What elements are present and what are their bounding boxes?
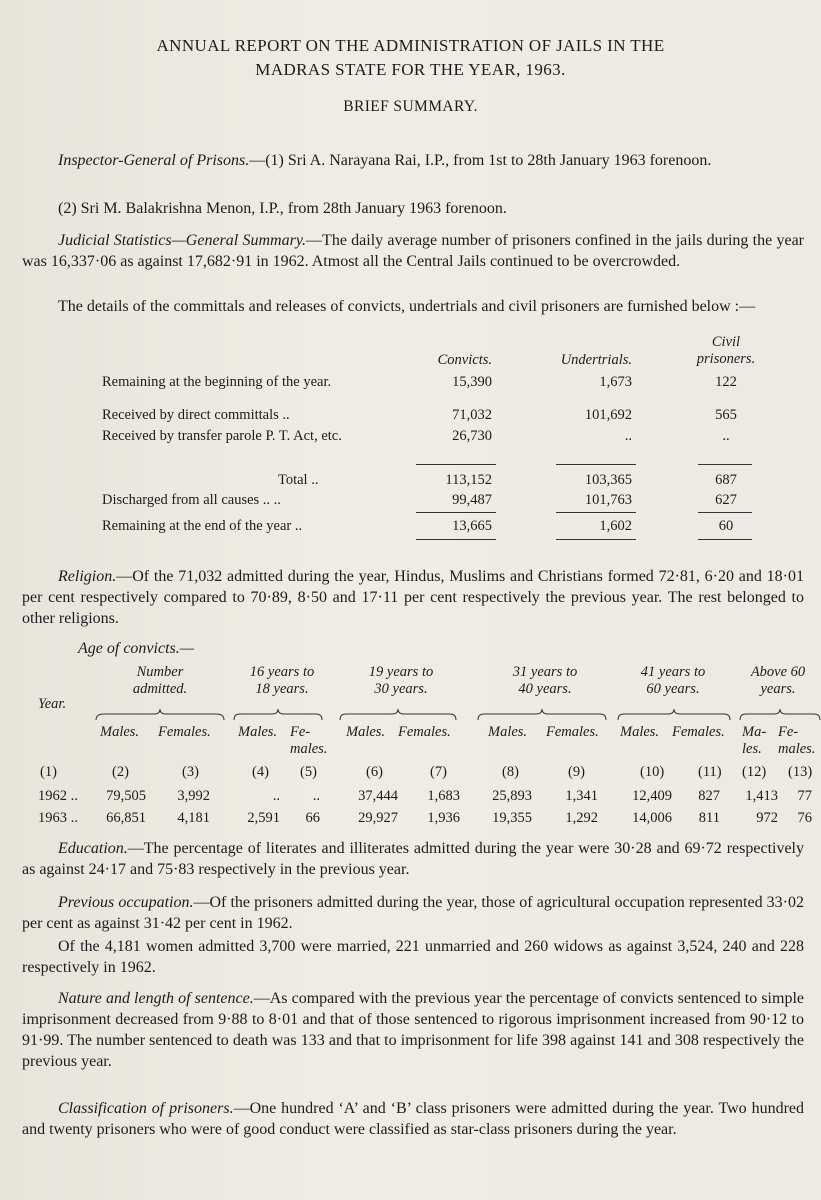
- age-1962-c3: 3,992: [177, 788, 210, 804]
- colnum-10: (10): [640, 764, 665, 780]
- subhead-males-6: Males.: [346, 724, 386, 740]
- subhead-females-13: Fe-males.: [778, 724, 816, 757]
- cell-convicts-5: 13,665: [452, 518, 492, 534]
- cell-undertrials-2: ..: [624, 428, 632, 444]
- brace-19-30: [340, 709, 456, 720]
- colnum-4: (4): [252, 764, 269, 780]
- cell-convicts-2: 26,730: [452, 428, 492, 444]
- age-1962-c7: 1,683: [427, 788, 460, 804]
- age-1963-c11: 811: [698, 810, 720, 826]
- age-1963-c7: 1,936: [427, 810, 460, 826]
- sentence-text: —As compared with the previous year the percentage of convicts sentenced to simple imprisonment decreased from 9·88 to 8·01 and that of those sentenced to rigorous imprisonment increased from 90·12 to 91·99. The number sentenced to death was 133 and that to imprisonment for life 398 against 141 and 308 respectively the previous year.: [22, 990, 804, 1070]
- colnum-7: (7): [430, 764, 447, 780]
- age-row-1963-year: 1963 ..: [38, 810, 78, 826]
- age-1963-c5: 66: [305, 810, 320, 826]
- details-text: The details of the committals and releases of convicts, undertrials and civil prisoners are furnished below :—: [58, 298, 756, 315]
- colnum-6: (6): [366, 764, 383, 780]
- details-paragraph: [22, 296, 804, 317]
- cell-undertrials-0: 1,673: [599, 374, 632, 390]
- group-above-60: Above 60 years.: [750, 664, 806, 697]
- education-paragraph: [22, 838, 804, 880]
- group-16-18: 16 years to 18 years.: [249, 664, 315, 697]
- sentence-paragraph: [22, 988, 804, 1072]
- group-41-60: 41 years to 60 years.: [640, 664, 706, 697]
- row-label-remaining-end: Remaining at the end of the year ..: [102, 518, 303, 534]
- subhead-males-2: Males.: [100, 724, 140, 740]
- ig-text-1: —(1) Sri A. Narayana Rai, I.P., from 1st to 28th January 1963 forenoon.: [249, 152, 712, 169]
- bottom-rule-civil: [698, 539, 752, 540]
- age-1963-c6: 29,927: [358, 810, 398, 826]
- end-rule-civil: [698, 512, 752, 513]
- cell-convicts-4: 99,487: [452, 492, 492, 508]
- group-number-admitted: Number admitted.: [132, 664, 188, 697]
- subhead-females-11: Females.: [672, 724, 725, 740]
- age-1963-c10: 14,006: [632, 810, 672, 826]
- total-rule-convicts: [416, 464, 496, 465]
- colnum-3: (3): [182, 764, 199, 780]
- brace-16-18: [234, 709, 322, 720]
- education-text: —The percentage of literates and illiterates admitted during the year were 30·28 and 69·72 respectively as against 24·17 and 75·83 respectively in the previous year.: [22, 840, 804, 878]
- brace-41-60: [618, 709, 730, 720]
- age-1962-c10: 12,409: [632, 788, 672, 804]
- header-civil: Civil prisoners.: [696, 334, 756, 367]
- colnum-8: (8): [502, 764, 519, 780]
- subhead-females-7: Females.: [398, 724, 451, 740]
- row-label-remaining-beginning: Remaining at the beginning of the year.: [102, 374, 332, 390]
- judicial-text: —The daily average number of prisoners confined in the jails during the year was 16,337·06 as against 17,682·91 in 1962. Atmost all the Central Jails continued to be overcrowded.: [22, 232, 805, 270]
- cell-undertrials-3: 103,365: [584, 472, 632, 488]
- end-rule-undertrials: [556, 512, 636, 513]
- age-1963-c9: 1,292: [565, 810, 598, 826]
- age-1963-c3: 4,181: [177, 810, 210, 826]
- age-1962-c4: ..: [272, 788, 280, 804]
- subhead-males-12: Ma-les.: [742, 724, 767, 757]
- row-label-transfer-parole: Received by transfer parole P. T. Act, etc.: [102, 428, 342, 444]
- religion-label: Religion.: [58, 568, 117, 585]
- age-1963-c12: 972: [756, 810, 778, 826]
- report-title-line1: ANNUAL REPORT ON THE ADMINISTRATION OF JAILS IN THE: [156, 36, 665, 55]
- year-label: Year.: [38, 696, 67, 712]
- classification-paragraph: [22, 1098, 804, 1140]
- colnum-1: (1): [40, 764, 57, 780]
- cell-civil-0: 122: [715, 374, 737, 390]
- total-rule-undertrials: [556, 464, 636, 465]
- cell-undertrials-4: 101,763: [584, 492, 632, 508]
- occupation-paragraph: [22, 892, 804, 934]
- bottom-rule-undertrials: [556, 539, 636, 540]
- judicial-paragraph: [22, 230, 804, 272]
- colnum-13: (13): [788, 764, 813, 780]
- sentence-label: Nature and length of sentence.: [58, 990, 254, 1007]
- cell-civil-5: 60: [718, 518, 734, 534]
- judicial-label: Judicial Statistics—General Summary.: [58, 232, 307, 249]
- religion-text: —Of the 71,032 admitted during the year, Hindus, Muslims and Christians formed 72·81, 6·20 and 18·01 per cent respectively compared to 70·89, 8·50 and 17·11 per cent respectively the previous year. The rest belonged to other religions.: [22, 568, 804, 627]
- women-paragraph: [22, 936, 804, 978]
- group-31-40: 31 years to 40 years.: [512, 664, 578, 697]
- age-1962-c6: 37,444: [358, 788, 398, 804]
- ig-paragraph-2: [22, 198, 804, 219]
- colnum-9: (9): [568, 764, 585, 780]
- subhead-males-10: Males.: [620, 724, 660, 740]
- ig-text-2: (2) Sri M. Balakrishna Menon, I.P., from 28th January 1963 forenoon.: [58, 200, 507, 217]
- end-rule-convicts: [416, 512, 496, 513]
- subhead-females-5: Fe-males.: [290, 724, 328, 757]
- report-title-line2: MADRAS STATE FOR THE YEAR, 1963.: [255, 60, 566, 79]
- subhead-males-4: Males.: [238, 724, 278, 740]
- age-1963-c2: 66,851: [106, 810, 146, 826]
- cell-undertrials-5: 1,602: [599, 518, 632, 534]
- cell-convicts-3: 113,152: [445, 472, 492, 488]
- ig-label: Inspector-General of Prisons.: [58, 152, 250, 169]
- report-subtitle: BRIEF SUMMARY.: [343, 98, 478, 115]
- age-1962-c9: 1,341: [565, 788, 598, 804]
- total-rule-civil: [698, 464, 752, 465]
- colnum-2: (2): [112, 764, 129, 780]
- colnum-12: (12): [742, 764, 767, 780]
- ig-paragraph-1: [22, 150, 804, 171]
- age-1962-c13: 77: [797, 788, 812, 804]
- brace-above-60: [740, 709, 820, 720]
- age-1962-c8: 25,893: [492, 788, 532, 804]
- subhead-females-3: Females.: [158, 724, 211, 740]
- age-1962-c11: 827: [698, 788, 720, 804]
- religion-paragraph: [22, 566, 804, 629]
- cell-civil-3: 687: [715, 472, 737, 488]
- age-label: Age of convicts.—: [78, 640, 194, 657]
- age-row-1962-year: 1962 ..: [38, 788, 78, 804]
- subhead-females-9: Females.: [546, 724, 599, 740]
- cell-convicts-0: 15,390: [452, 374, 492, 390]
- header-convicts: Convicts.: [437, 352, 492, 368]
- brace-31-40: [478, 709, 606, 720]
- row-label-total: Total ..: [278, 472, 319, 488]
- age-1963-c4: 2,591: [247, 810, 280, 826]
- cell-civil-2: ..: [722, 428, 730, 444]
- cell-undertrials-1: 101,692: [584, 407, 632, 423]
- classification-text: —One hundred ‘A’ and ‘B’ class prisoners were admitted during the year. Two hundred and twenty prisoners who were of good conduct were classified as star-class prisoners during the year.: [22, 1100, 804, 1138]
- brace-number-admitted: [96, 709, 224, 720]
- women-text: Of the 4,181 women admitted 3,700 were married, 221 unmarried and 260 widows as against 3,524, 240 and 228 respectively in 1962.: [22, 938, 804, 976]
- header-undertrials: Undertrials.: [560, 352, 632, 368]
- colnum-5: (5): [300, 764, 317, 780]
- row-label-discharged: Discharged from all causes .. ..: [102, 492, 281, 508]
- age-1962-c5: ..: [312, 788, 320, 804]
- age-1962-c12: 1,413: [745, 788, 778, 804]
- group-braces: [20, 708, 821, 724]
- occupation-label: Previous occupation.: [58, 894, 194, 911]
- age-1962-c2: 79,505: [106, 788, 146, 804]
- colnum-11: (11): [698, 764, 722, 780]
- bottom-rule-convicts: [416, 539, 496, 540]
- row-label-direct-committals: Received by direct committals ..: [102, 407, 290, 423]
- age-1963-c13: 76: [797, 810, 812, 826]
- education-label: Education.: [58, 840, 128, 857]
- subhead-males-8: Males.: [488, 724, 528, 740]
- cell-civil-4: 627: [715, 492, 737, 508]
- cell-civil-1: 565: [715, 407, 737, 423]
- age-1963-c8: 19,355: [492, 810, 532, 826]
- group-19-30: 19 years to 30 years.: [368, 664, 434, 697]
- occupation-text: —Of the prisoners admitted during the year, those of agricultural occupation represented 33·02 per cent as against 31·42 per cent in 1962.: [22, 894, 805, 932]
- cell-convicts-1: 71,032: [452, 407, 492, 423]
- classification-label: Classification of prisoners.: [58, 1100, 234, 1117]
